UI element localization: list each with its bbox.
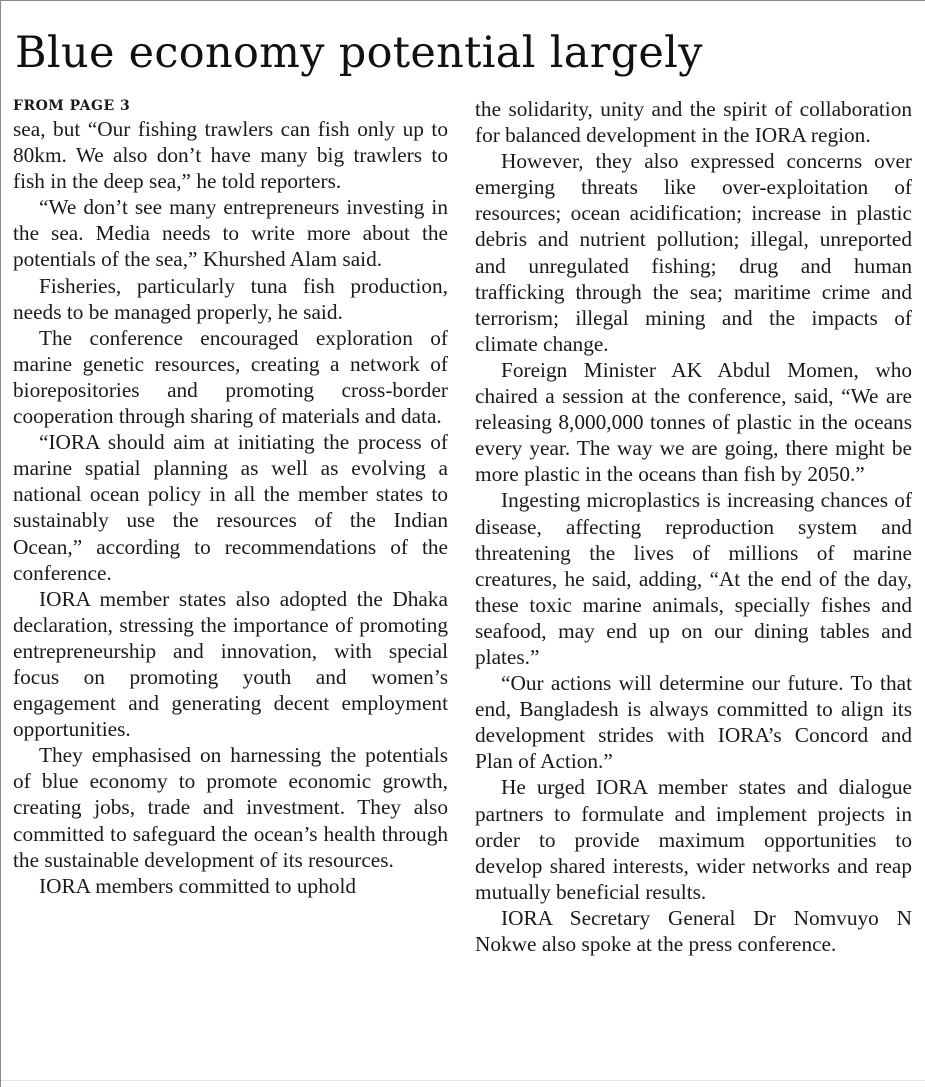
paragraph: sea, but “Our fishing trawlers can fish only up to 80km. We also don’t have many big trawlers to fish in the deep sea,” he told reporters. bbox=[13, 117, 448, 194]
paragraph: “IORA should aim at initiating the process of marine spatial planning as well as evolving a national ocean policy in all the member states to sustainably use the resources of the Indian Ocean,” according to recommendations of the conference. bbox=[13, 430, 448, 585]
paragraph: Ingesting microplastics is increasing chances of disease, affecting reproduction system and threatening the lives of millions of marine creatures, he said, adding, “At the end of the day, these toxic marine animals, specially fishes and seafood, may end up on our dining tables and plates.” bbox=[475, 488, 912, 669]
paragraph: the solidarity, unity and the spirit of collaboration for balanced development in the IORA region. bbox=[475, 97, 912, 148]
continuation-kicker: FROM PAGE 3 bbox=[13, 98, 131, 114]
left-column bbox=[13, 96, 448, 899]
paragraph: Fisheries, particularly tuna fish production, needs to be managed properly, he said. bbox=[13, 273, 448, 324]
paragraph: Foreign Minister AK Abdul Momen, who chaired a session at the conference, said, “We are releasing 8,000,000 tonnes of plastic in the oceans every year. The way we are going, there might be more plastic in the oceans than fish by 2050.” bbox=[475, 357, 912, 487]
article-headline: Blue economy potential largely bbox=[15, 28, 703, 78]
bottom-divider bbox=[1, 1080, 925, 1081]
paragraph: They emphasised on harnessing the potentials of blue economy to promote economic growth, creating jobs, trade and investment. They also committed to safeguard the ocean’s health through the sustainable development of its resources. bbox=[13, 743, 448, 872]
paragraph: He urged IORA member states and dialogue partners to formulate and implement projects in order to provide maximum opportunities to develop shared interests, wider networks and reap mutually beneficial results. bbox=[475, 775, 912, 904]
paragraph: IORA Secretary General Dr Nomvuyo N Nokwe also spoke at the press conference. bbox=[475, 905, 912, 956]
paragraph: “We don’t see many entrepreneurs investing in the sea. Media needs to write more about the potentials of the sea,” Khurshed Alam said. bbox=[13, 195, 448, 272]
paragraph: IORA member states also adopted the Dhaka declaration, stressing the importance of promoting entrepreneurship and innovation, with special focus on promoting youth and women’s engagement and generating decent employment opportunities. bbox=[13, 586, 448, 742]
right-column bbox=[475, 96, 912, 957]
paragraph: IORA members committed to uphold bbox=[39, 873, 357, 898]
paragraph: The conference encouraged exploration of marine genetic resources, creating a network of biorepositories and promoting cross-border cooperation through sharing of materials and data. bbox=[13, 325, 448, 429]
paragraph: “Our actions will determine our future. To that end, Bangladesh is always committed to align its development strides with IORA’s Concord and Plan of Action.” bbox=[475, 671, 912, 774]
paragraph: However, they also expressed concerns over emerging threats like over-exploitation of resources; ocean acidification; increase in plastic debris and nutrient pollution; illegal, unreported and unregulated fishing; drug and human trafficking through the sea; maritime crime and terrorism; illegal mining and the impacts of climate change. bbox=[475, 149, 912, 356]
